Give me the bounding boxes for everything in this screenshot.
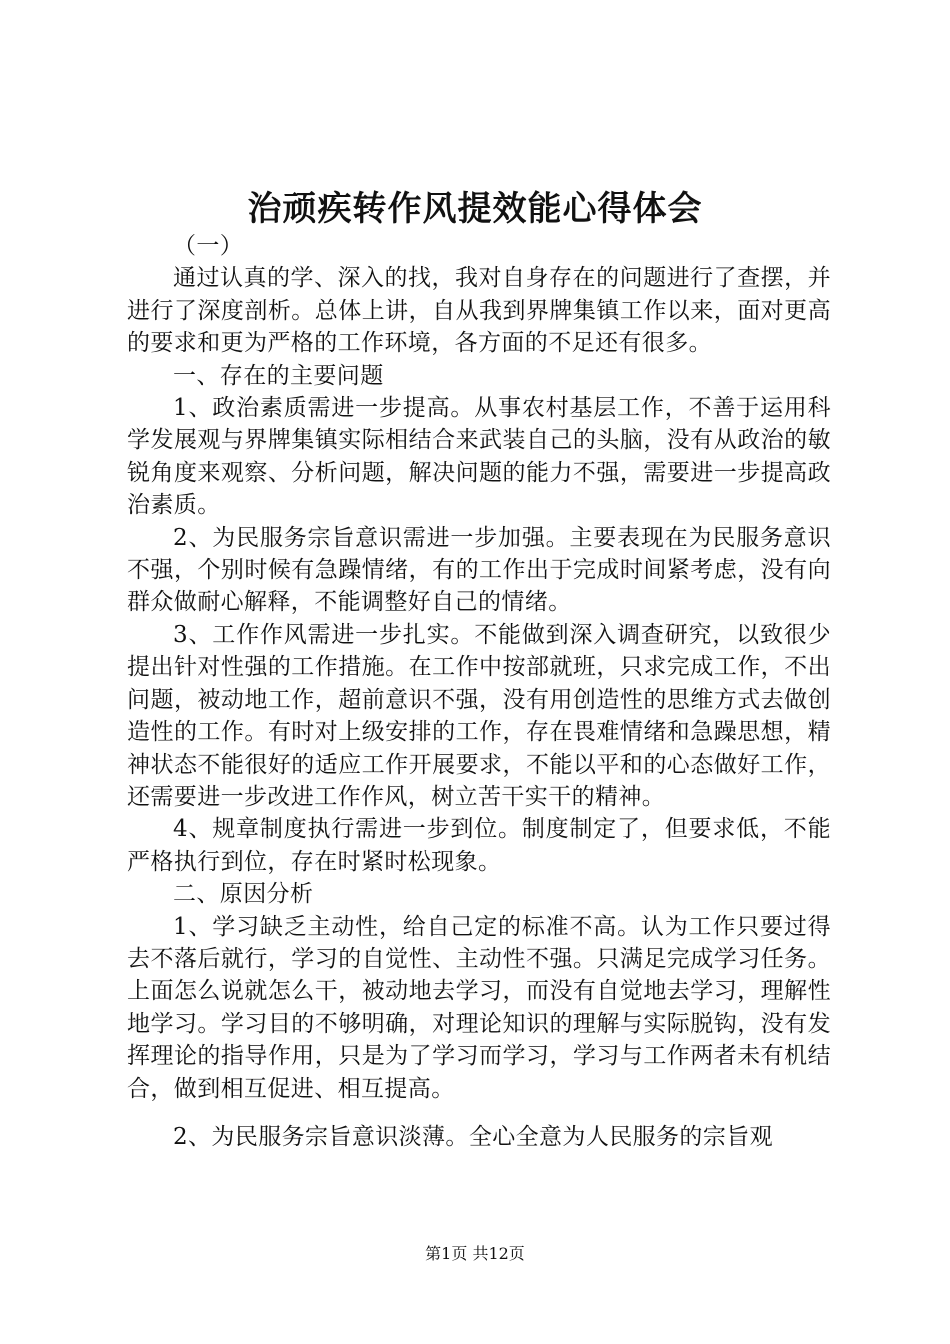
paragraph-problem-1: 1、政治素质需进一步提高。从事农村基层工作，不善于运用科学发展观与界牌集镇实际相结合来武装自己的头脑，没有从政治的敏锐角度来观察、分析问题，解决问题的能力不强，需要进一步提高政治素质。 bbox=[127, 395, 831, 519]
paragraph-cause-1: 1、学习缺乏主动性，给自己定的标准不高。认为工作只要过得去不落后就行，学习的自觉性、主动性不强。只满足完成学习任务。上面怎么说就怎么干，被动地去学习，而没有自觉地去学习，理解性地学习。学习目的不够明确，对理论知识的理解与实际脱钩，没有发挥理论的指导作用，只是为了学习而学习，学习与工作两者未有机结合，做到相互促进、相互提高。 bbox=[127, 913, 831, 1102]
heading-cause-analysis: 二、原因分析 bbox=[173, 881, 314, 908]
document-title: 治顽疾转作风提效能心得体会 bbox=[247, 189, 703, 229]
document-body bbox=[127, 230, 831, 1153]
paragraph-problem-3: 3、工作作风需进一步扎实。不能做到深入调查研究，以致很少提出针对性强的工作措施。在工作中按部就班，只求完成工作，不出问题，被动地工作，超前意识不强，没有用创造性的思维方式去做创造性的工作。有时对上级安排的工作，存在畏难情绪和急躁思想，精神状态不能很好的适应工作开展要求，不能以平和的心态做好工作，还需要进一步改进工作作风，树立苦干实干的精神。 bbox=[127, 621, 831, 810]
paragraph-section-marker: （一） bbox=[173, 233, 244, 259]
paragraph-problem-2: 2、为民服务宗旨意识需进一步加强。主要表现在为民服务意识不强，个别时候有急躁情绪，有的工作出于完成时间紧考虑，没有向群众做耐心解释，不能调整好自己的情绪。 bbox=[127, 524, 831, 616]
paragraph-cause-2: 2、为民服务宗旨意识淡薄。全心全意为人民服务的宗旨观 bbox=[173, 1123, 774, 1150]
paragraph-problem-4: 4、规章制度执行需进一步到位。制度制定了，但要求低，不能严格执行到位，存在时紧时松现象。 bbox=[127, 816, 831, 875]
heading-main-problems: 一、存在的主要问题 bbox=[173, 362, 384, 389]
page-footer: 第1页 共12页 bbox=[425, 1244, 525, 1263]
paragraph-intro: 通过认真的学、深入的找，我对自身存在的问题进行了查摆，并进行了深度剖析。总体上讲，自从我到界牌集镇工作以来，面对更高的要求和更为严格的工作环境，各方面的不足还有很多。 bbox=[127, 265, 831, 357]
